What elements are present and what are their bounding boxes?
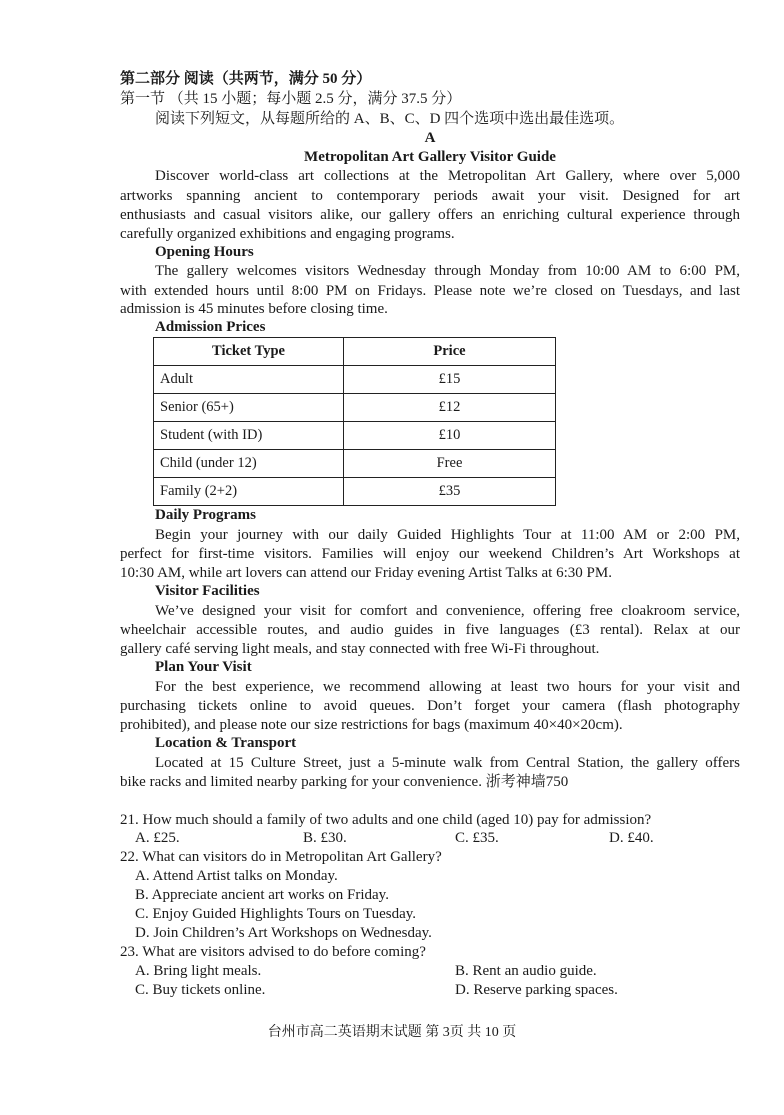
price-table xyxy=(153,337,556,506)
table-row xyxy=(154,478,556,506)
plan-line-1: For the best experience, we recommend allowing at least two hours for your visit and xyxy=(155,679,740,695)
facilities-line-2: wheelchair accessible routes, and audio guides in five languages (£3 rental). Relax at our xyxy=(120,622,740,638)
ticket-type-cell: Student (with ID) xyxy=(154,422,344,450)
option-b: B. £30. xyxy=(303,830,347,846)
section-heading: 第一节 （共 15 小题；每小题 2.5 分，满分 37.5 分） xyxy=(120,91,462,107)
ticket-type-cell: Family (2+2) xyxy=(154,478,344,506)
option-d: D. £40. xyxy=(609,830,654,846)
option-d: D. Join Children’s Art Workshops on Wednesday. xyxy=(135,925,432,941)
question-21-options xyxy=(135,829,695,848)
programs-line-1: Begin your journey with our daily Guided Highlights Tour at 11:00 AM or 2:00 PM, xyxy=(155,527,740,543)
plan-line-2: purchasing tickets online to avoid queues. Don’t forget your camera (flash photography xyxy=(120,698,740,714)
option-c: C. £35. xyxy=(455,830,499,846)
facilities-line-1: We’ve designed your visit for comfort and convenience, offering free cloakroom service, xyxy=(155,603,740,619)
plan-line-3: prohibited), and please note our size restrictions for bags (maximum 40×40×20cm). xyxy=(120,717,623,733)
intro-line-4: carefully organized exhibitions and engaging programs. xyxy=(120,226,455,242)
programs-heading: Daily Programs xyxy=(155,507,256,523)
plan-heading: Plan Your Visit xyxy=(155,659,252,675)
ticket-type-cell: Senior (65+) xyxy=(154,394,344,422)
option-c: C. Buy tickets online. xyxy=(135,982,266,998)
programs-line-3: 10:30 AM, while art lovers can attend our Friday evening Artist Talks at 6:30 PM. xyxy=(120,565,612,581)
hours-line-1: The gallery welcomes visitors Wednesday through Monday from 10:00 AM to 6:00 PM, xyxy=(155,263,740,279)
intro-line-2: artworks spanning ancient to contemporary periods await your visit. Designed for art xyxy=(120,188,740,204)
location-line-1: Located at 15 Culture Street, just a 5-minute walk from Central Station, the gallery offers xyxy=(155,755,740,771)
hours-heading: Opening Hours xyxy=(155,244,254,260)
table-header-ticket-type: Ticket Type xyxy=(154,338,344,366)
ticket-type-cell: Child (under 12) xyxy=(154,450,344,478)
price-cell: £35 xyxy=(344,478,556,506)
option-b: B. Rent an audio guide. xyxy=(455,963,597,979)
price-cell: £10 xyxy=(344,422,556,450)
location-heading: Location & Transport xyxy=(155,735,297,751)
option-b: B. Appreciate ancient art works on Friday. xyxy=(135,887,389,903)
option-a: A. Bring light meals. xyxy=(135,963,262,979)
part-heading: 第二部分 阅读（共两节，满分 50 分） xyxy=(120,71,372,87)
table-row xyxy=(154,450,556,478)
table-header-price: Price xyxy=(344,338,556,366)
question-22-stem: 22. What can visitors do in Metropolitan Art Gallery? xyxy=(120,849,442,865)
table-row xyxy=(154,394,556,422)
passage-title: Metropolitan Art Gallery Visitor Guide xyxy=(304,149,556,165)
hours-line-2: with extended hours until 8:00 PM on Fridays. Please note we’re closed on Tuesdays, and last xyxy=(120,283,740,299)
price-cell: £12 xyxy=(344,394,556,422)
intro-line-1: Discover world-class art collections at the Metropolitan Art Gallery, where over 5,000 xyxy=(155,168,740,184)
table-row xyxy=(154,366,556,394)
price-cell: £15 xyxy=(344,366,556,394)
option-d: D. Reserve parking spaces. xyxy=(455,982,618,998)
table-header-row xyxy=(154,338,556,366)
option-c: C. Enjoy Guided Highlights Tours on Tuesday. xyxy=(135,906,417,922)
intro-line-3: enthusiasts and casual visitors alike, our gallery offers an enriching cultural experience through xyxy=(120,207,740,223)
programs-line-2: perfect for first-time visitors. Families will enjoy our weekend Children’s Art Workshops at xyxy=(120,546,740,562)
prices-heading: Admission Prices xyxy=(155,319,266,335)
question-23-stem: 23. What are visitors advised to do before coming? xyxy=(120,944,426,960)
price-cell: Free xyxy=(344,450,556,478)
facilities-heading: Visitor Facilities xyxy=(155,583,260,599)
passage-letter: A xyxy=(424,130,436,146)
facilities-line-3: gallery café serving light meals, and stay connected with free Wi-Fi throughout. xyxy=(120,641,600,657)
page-footer: 台州市高二英语期末试题 第 3页 共 10 页 xyxy=(267,1025,517,1040)
question-23-options-row-2 xyxy=(135,981,695,1000)
option-a: A. £25. xyxy=(135,830,180,846)
table-row xyxy=(154,422,556,450)
question-21-stem: 21. How much should a family of two adults and one child (aged 10) pay for admission? xyxy=(120,812,652,828)
option-a: A. Attend Artist talks on Monday. xyxy=(135,868,338,884)
question-23-options-row-1 xyxy=(135,962,695,981)
instruction: 阅读下列短文，从每题所给的 A、B、C、D 四个选项中选出最佳选项。 xyxy=(155,111,625,127)
location-line-2: bike racks and limited nearby parking for your convenience. 浙考神墙750 xyxy=(120,774,569,790)
ticket-type-cell: Adult xyxy=(154,366,344,394)
hours-line-3: admission is 45 minutes before closing time. xyxy=(120,301,388,317)
